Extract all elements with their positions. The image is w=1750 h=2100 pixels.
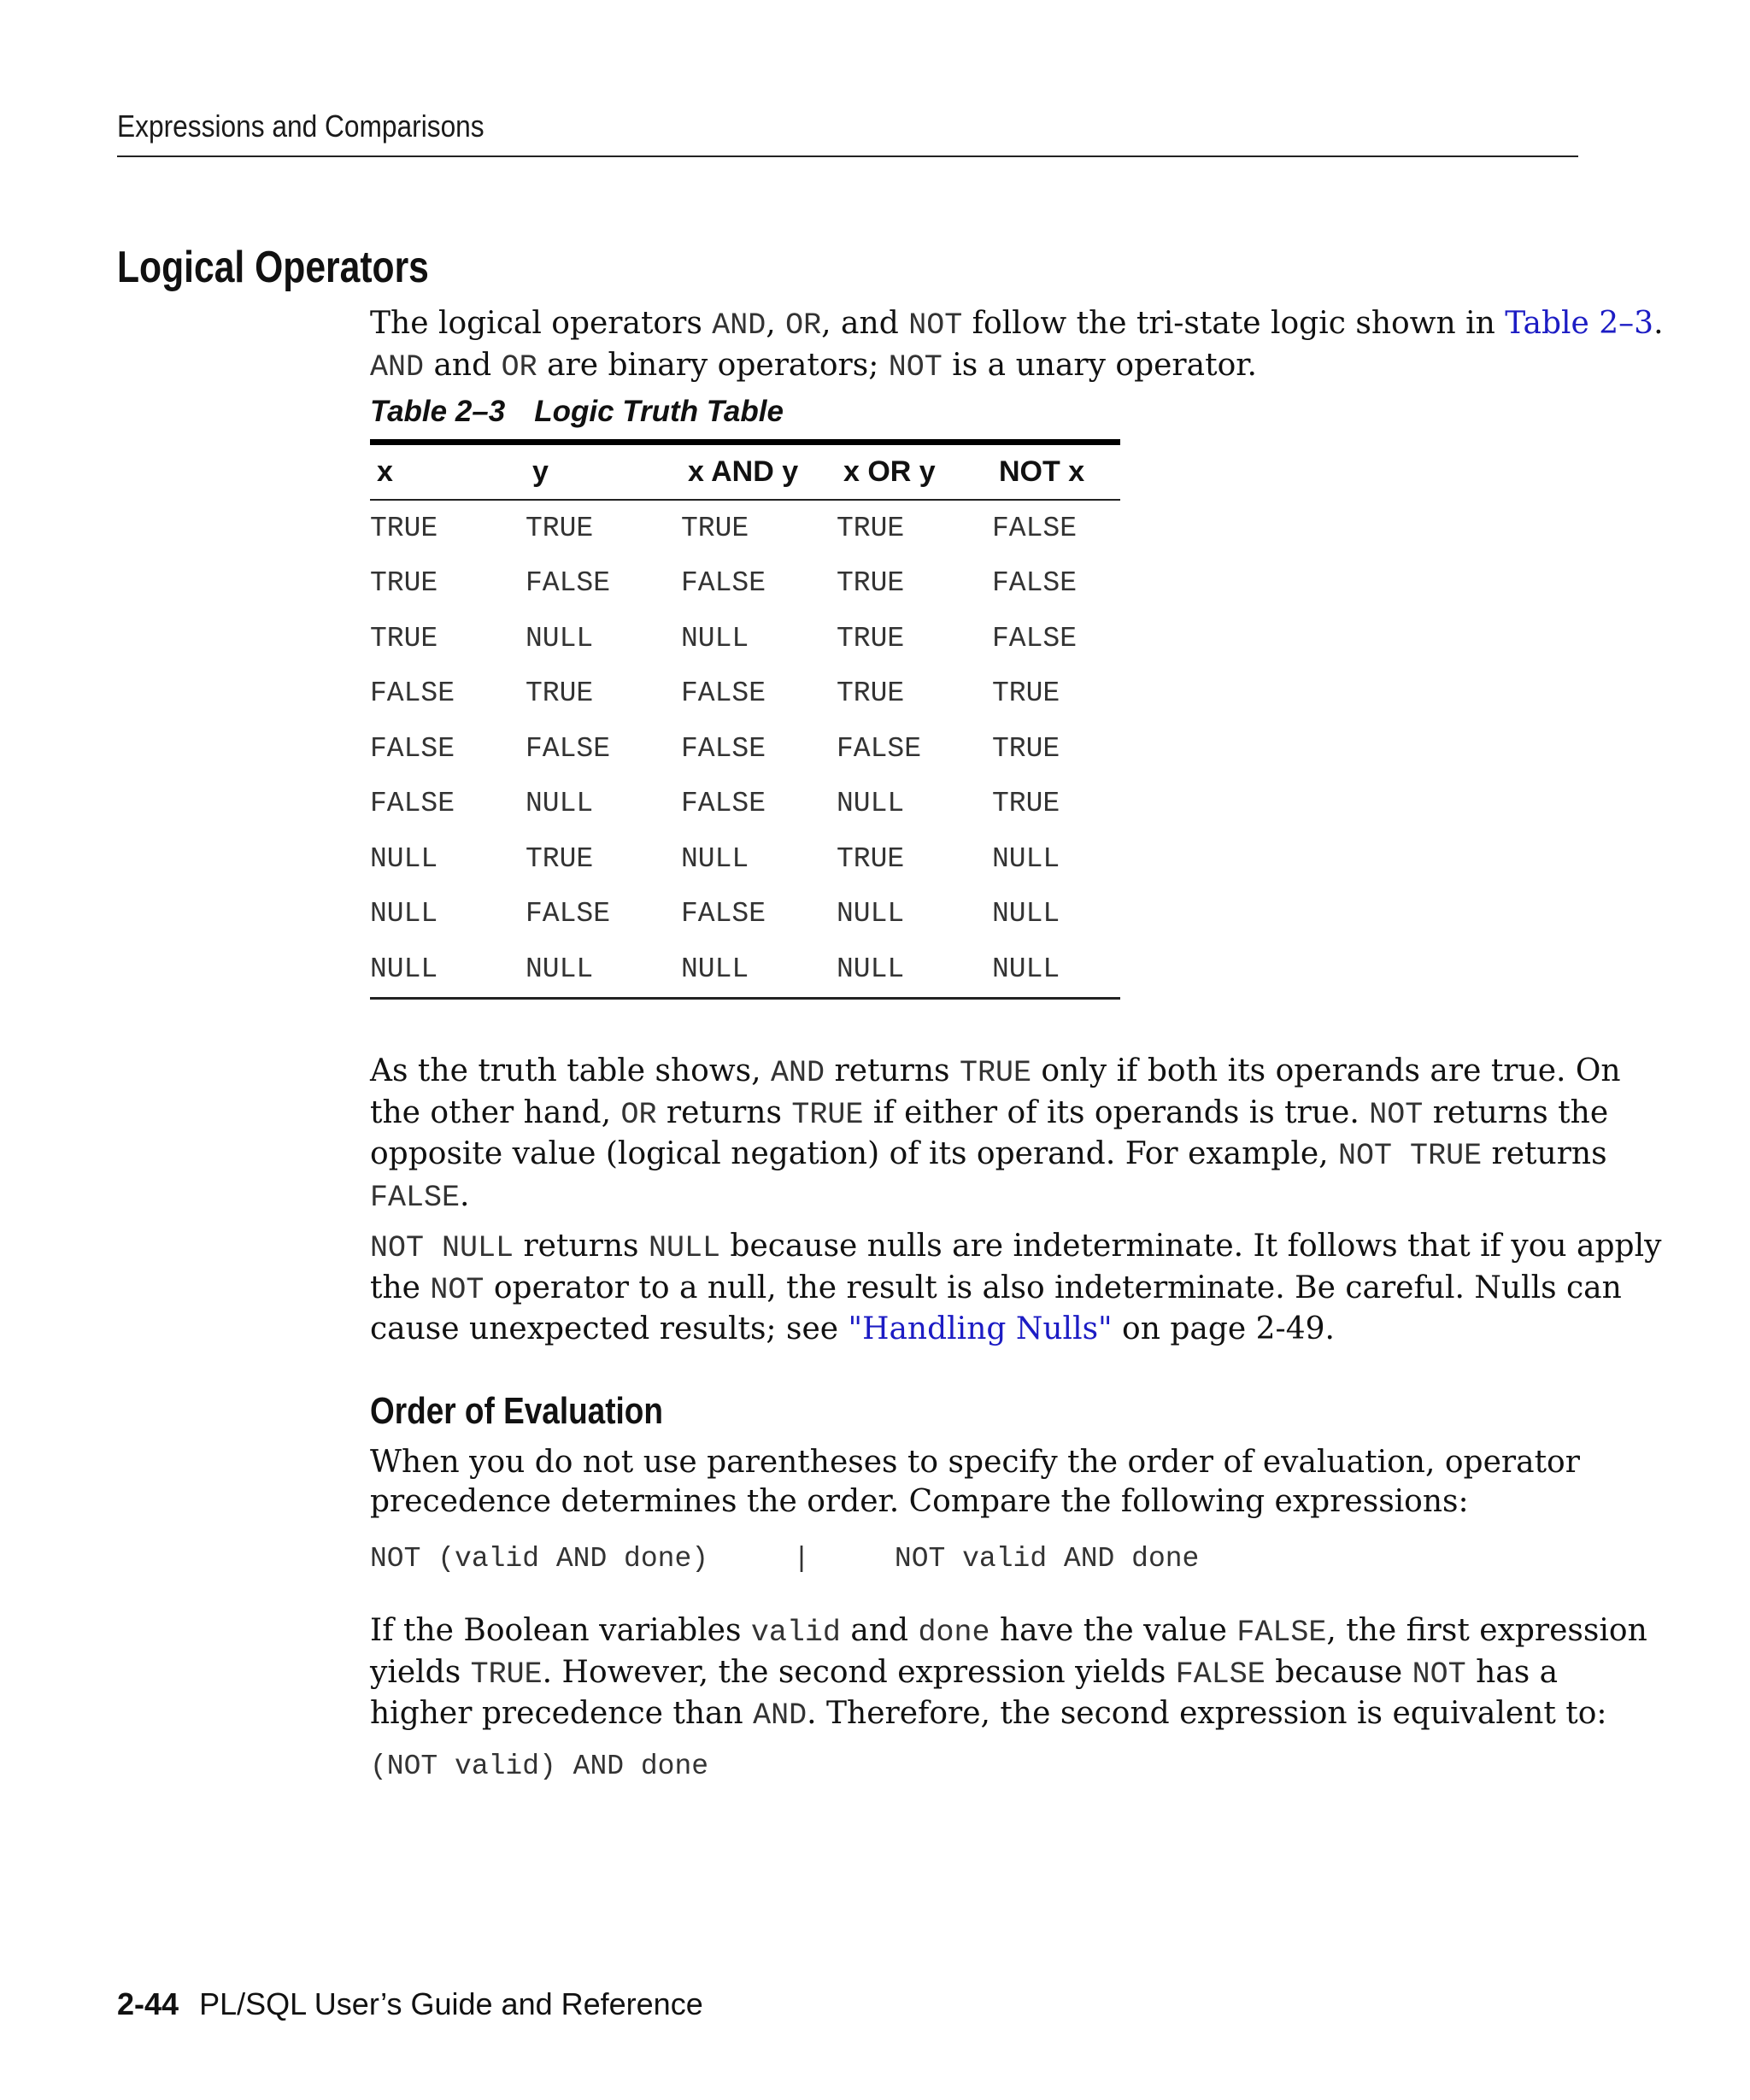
table-cell: FALSE	[526, 898, 611, 930]
code-keyword: OR	[785, 308, 822, 343]
table-cell: FALSE	[681, 898, 766, 930]
code-keyword: NOT	[430, 1272, 484, 1307]
text-span: returns	[514, 1229, 649, 1264]
running-header: Expressions and Comparisons	[117, 109, 484, 144]
page-number: 2-44	[117, 1986, 179, 2021]
text-span: only if both its operands are true. On	[1031, 1053, 1621, 1088]
text-span: If the Boolean variables	[370, 1613, 751, 1648]
table-cell: TRUE	[837, 678, 905, 710]
text-span: higher precedence than	[370, 1696, 754, 1731]
code-keyword: TRUE	[959, 1056, 1031, 1090]
table-cell: TRUE	[526, 678, 594, 710]
table-row	[370, 721, 1120, 777]
table-row	[370, 887, 1120, 942]
text-span: . However, the second expression yields	[542, 1654, 1176, 1690]
text-span: if either of its operands is true.	[863, 1094, 1370, 1130]
table-cell: FALSE	[992, 567, 1078, 600]
table-header-row	[370, 443, 1120, 501]
table-cell: FALSE	[681, 788, 766, 820]
table-cell: NULL	[992, 898, 1060, 930]
code-keyword: NOT	[908, 308, 963, 343]
text-span: yields	[370, 1654, 471, 1690]
table-reference-link[interactable]: Table 2–3	[1505, 306, 1654, 341]
table-caption-number: Table 2–3	[370, 395, 506, 428]
table-row	[370, 777, 1120, 832]
text-span: opposite value (logical negation) of its operand. For example,	[370, 1136, 1339, 1171]
code-keyword: AND	[753, 1698, 807, 1733]
text-span: is a unary operator.	[942, 347, 1257, 383]
book-title: PL/SQL User’s Guide and Reference	[199, 1986, 703, 2021]
truth-table	[370, 439, 1120, 1000]
table-row	[370, 666, 1120, 722]
code-keyword: done	[918, 1616, 990, 1650]
text-line: When you do not use parentheses to specify the order of evaluation, operator	[370, 1445, 1580, 1480]
text-span: . Therefore, the second expression is equivalent to:	[807, 1696, 1607, 1731]
code-keyword: AND	[712, 308, 766, 343]
text-span: are binary operators;	[537, 347, 889, 383]
table-row	[370, 500, 1120, 556]
not-null-paragraph	[370, 1227, 1662, 1349]
code-keyword: FALSE	[370, 1180, 461, 1215]
table-cell: FALSE	[681, 678, 766, 710]
table-cell: TRUE	[526, 512, 594, 544]
code-keyword: valid	[750, 1616, 841, 1650]
table-cell: FALSE	[370, 678, 455, 710]
code-example-compare: NOT (valid AND done) | NOT valid AND done	[370, 1543, 1200, 1575]
intro-paragraph	[370, 304, 1664, 387]
table-cell: NULL	[681, 842, 749, 875]
text-span: on page 2-49.	[1112, 1311, 1335, 1346]
table-row	[370, 611, 1120, 666]
column-header: x OR y	[843, 455, 936, 488]
table-caption	[370, 393, 784, 431]
table-cell: TRUE	[837, 512, 905, 544]
table-cell: FALSE	[992, 512, 1078, 544]
table-cell: FALSE	[837, 732, 922, 765]
table-cell: NULL	[681, 622, 749, 654]
code-keyword: TRUE	[791, 1097, 864, 1132]
column-header: x	[377, 455, 393, 488]
header-divider	[117, 155, 1578, 157]
code-keyword: FALSE	[1175, 1657, 1266, 1692]
table-caption-title: Logic Truth Table	[534, 395, 784, 428]
table-cell: FALSE	[526, 567, 611, 600]
table-cell: NULL	[526, 953, 594, 985]
page-footer	[117, 1986, 703, 2023]
handling-nulls-link[interactable]: "Handling Nulls"	[848, 1311, 1113, 1346]
text-span: because nulls are indeterminate. It follows that if you apply	[719, 1229, 1662, 1264]
text-span: As the truth table shows,	[370, 1053, 772, 1088]
table-cell: TRUE	[837, 622, 905, 654]
text-span: and	[840, 1613, 919, 1648]
text-span: have the value	[990, 1613, 1237, 1648]
column-header: y	[532, 455, 549, 488]
text-span: returns the	[1423, 1094, 1609, 1130]
code-keyword: OR	[501, 349, 537, 384]
truth-table-container	[370, 439, 1120, 1000]
code-keyword: NOT	[1412, 1657, 1466, 1692]
column-header: x AND y	[688, 455, 799, 488]
text-span: and	[424, 347, 502, 383]
code-keyword: TRUE	[470, 1657, 543, 1692]
table-cell: TRUE	[370, 512, 438, 544]
text-line: precedence determines the order. Compare the following expressions:	[370, 1483, 1469, 1519]
text-span: returns	[656, 1094, 792, 1130]
table-cell: FALSE	[526, 732, 611, 765]
table-cell: FALSE	[681, 732, 766, 765]
table-cell: NULL	[992, 842, 1060, 875]
text-span: cause unexpected results; see	[370, 1311, 849, 1346]
table-cell: FALSE	[992, 622, 1078, 654]
code-keyword: OR	[620, 1097, 657, 1132]
text-span: ,	[766, 306, 786, 341]
table-cell: NULL	[837, 898, 905, 930]
table-cell: NULL	[681, 953, 749, 985]
table-cell: NULL	[837, 953, 905, 985]
text-span: the other hand,	[370, 1094, 621, 1130]
text-span: the	[370, 1270, 431, 1305]
table-cell: NULL	[526, 788, 594, 820]
code-keyword: AND	[370, 349, 425, 384]
text-span: because	[1265, 1654, 1412, 1690]
table-cell: TRUE	[681, 512, 749, 544]
table-cell: TRUE	[837, 842, 905, 875]
text-span: The logical operators	[370, 306, 713, 341]
text-span: returns	[1482, 1136, 1607, 1171]
table-row	[370, 941, 1120, 998]
table-row	[370, 556, 1120, 612]
table-cell: NULL	[992, 953, 1060, 985]
table-cell: TRUE	[370, 622, 438, 654]
code-keyword: NULL	[648, 1231, 720, 1265]
table-cell: NULL	[370, 842, 438, 875]
table-cell: TRUE	[992, 788, 1060, 820]
text-span: has a	[1465, 1654, 1559, 1690]
table-cell: NULL	[526, 622, 594, 654]
table-row	[370, 831, 1120, 887]
truth-table-explanation-paragraph	[370, 1052, 1621, 1217]
table-cell: FALSE	[681, 567, 766, 600]
code-example-equivalent: (NOT valid) AND done	[370, 1751, 709, 1782]
table-cell: FALSE	[370, 732, 455, 765]
code-keyword: NOT	[888, 349, 943, 384]
section-title: Logical Operators	[117, 243, 429, 292]
text-span: , and	[821, 306, 909, 341]
code-keyword: NOT TRUE	[1338, 1139, 1483, 1173]
code-keyword: AND	[771, 1056, 825, 1090]
subsection-title: Order of Evaluation	[370, 1390, 663, 1432]
table-cell: NULL	[370, 898, 438, 930]
text-span: , the first expression	[1326, 1613, 1647, 1648]
table-cell: TRUE	[992, 678, 1060, 710]
text-span: .	[460, 1177, 470, 1213]
text-span: .	[1653, 306, 1664, 341]
column-header: NOT x	[999, 455, 1085, 488]
table-cell: TRUE	[370, 567, 438, 600]
text-span: follow the tri-state logic shown in	[962, 306, 1506, 341]
table-cell: NULL	[837, 788, 905, 820]
table-cell: TRUE	[526, 842, 594, 875]
boolean-variables-paragraph	[370, 1611, 1647, 1736]
code-keyword: NOT NULL	[370, 1231, 514, 1265]
code-keyword: NOT	[1369, 1097, 1424, 1132]
table-cell: TRUE	[837, 567, 905, 600]
code-keyword: FALSE	[1236, 1616, 1327, 1650]
table-cell: NULL	[370, 953, 438, 985]
table-cell: TRUE	[992, 732, 1060, 765]
text-span: returns	[825, 1053, 960, 1088]
order-of-evaluation-paragraph	[370, 1443, 1583, 1521]
table-cell: FALSE	[370, 788, 455, 820]
text-span: operator to a null, the result is also indeterminate. Be careful. Nulls can	[484, 1270, 1622, 1305]
